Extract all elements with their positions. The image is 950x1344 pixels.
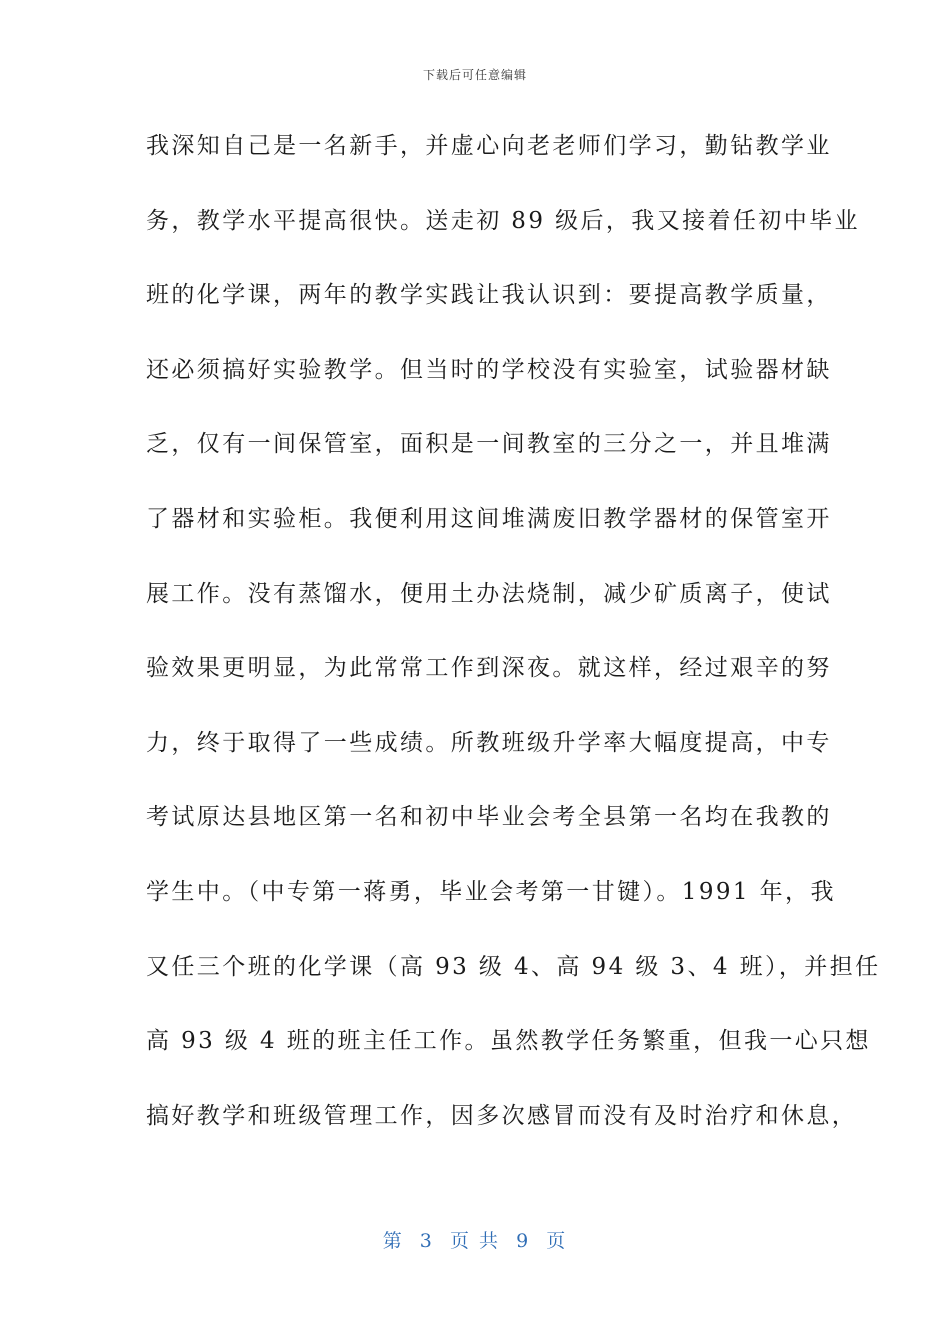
body-line: 班的化学课，两年的教学实践让我认识到：要提高教学质量， bbox=[146, 282, 832, 309]
body-line: 展工作。没有蒸馏水，便用土办法烧制，减少矿质离子，使试 bbox=[146, 580, 832, 607]
document-body bbox=[146, 124, 881, 1168]
body-line: 还必须搞好实验教学。但当时的学校没有实验室，试验器材缺 bbox=[146, 356, 832, 383]
body-line: 高 93 级 4 班的班主任工作。虽然教学任务繁重，但我一心只想 bbox=[146, 1028, 871, 1055]
body-line: 考试原达县地区第一名和初中毕业会考全县第一名均在我教的 bbox=[146, 804, 832, 831]
body-line: 又任三个班的化学课（高 93 级 4、高 94 级 3、4 班），并担任 bbox=[146, 953, 881, 980]
page-header-note: 下载后可任意编辑 bbox=[422, 68, 527, 82]
body-line: 务，教学水平提高很快。送走初 89 级后，我又接着任初中毕业 bbox=[146, 207, 860, 234]
body-line: 验效果更明显，为此常常工作到深夜。就这样，经过艰辛的努 bbox=[146, 655, 832, 682]
body-line: 了器材和实验柜。我便利用这间堆满废旧教学器材的保管室开 bbox=[146, 505, 832, 532]
body-line: 乏，仅有一间保管室，面积是一间教室的三分之一，并且堆满 bbox=[146, 431, 832, 458]
body-line: 我深知自己是一名新手，并虚心向老老师们学习，勤钻教学业 bbox=[146, 133, 832, 159]
body-line: 学生中。（中专第一蒋勇，毕业会考第一甘键）。1991 年，我 bbox=[146, 878, 836, 905]
body-line: 搞好教学和班级管理工作，因多次感冒而没有及时治疗和休息， bbox=[146, 1102, 858, 1129]
page-number: 第 3 页 共 9 页 bbox=[382, 1230, 568, 1252]
body-line: 力，终于取得了一些成绩。所教班级升学率大幅度提高，中专 bbox=[146, 729, 832, 756]
